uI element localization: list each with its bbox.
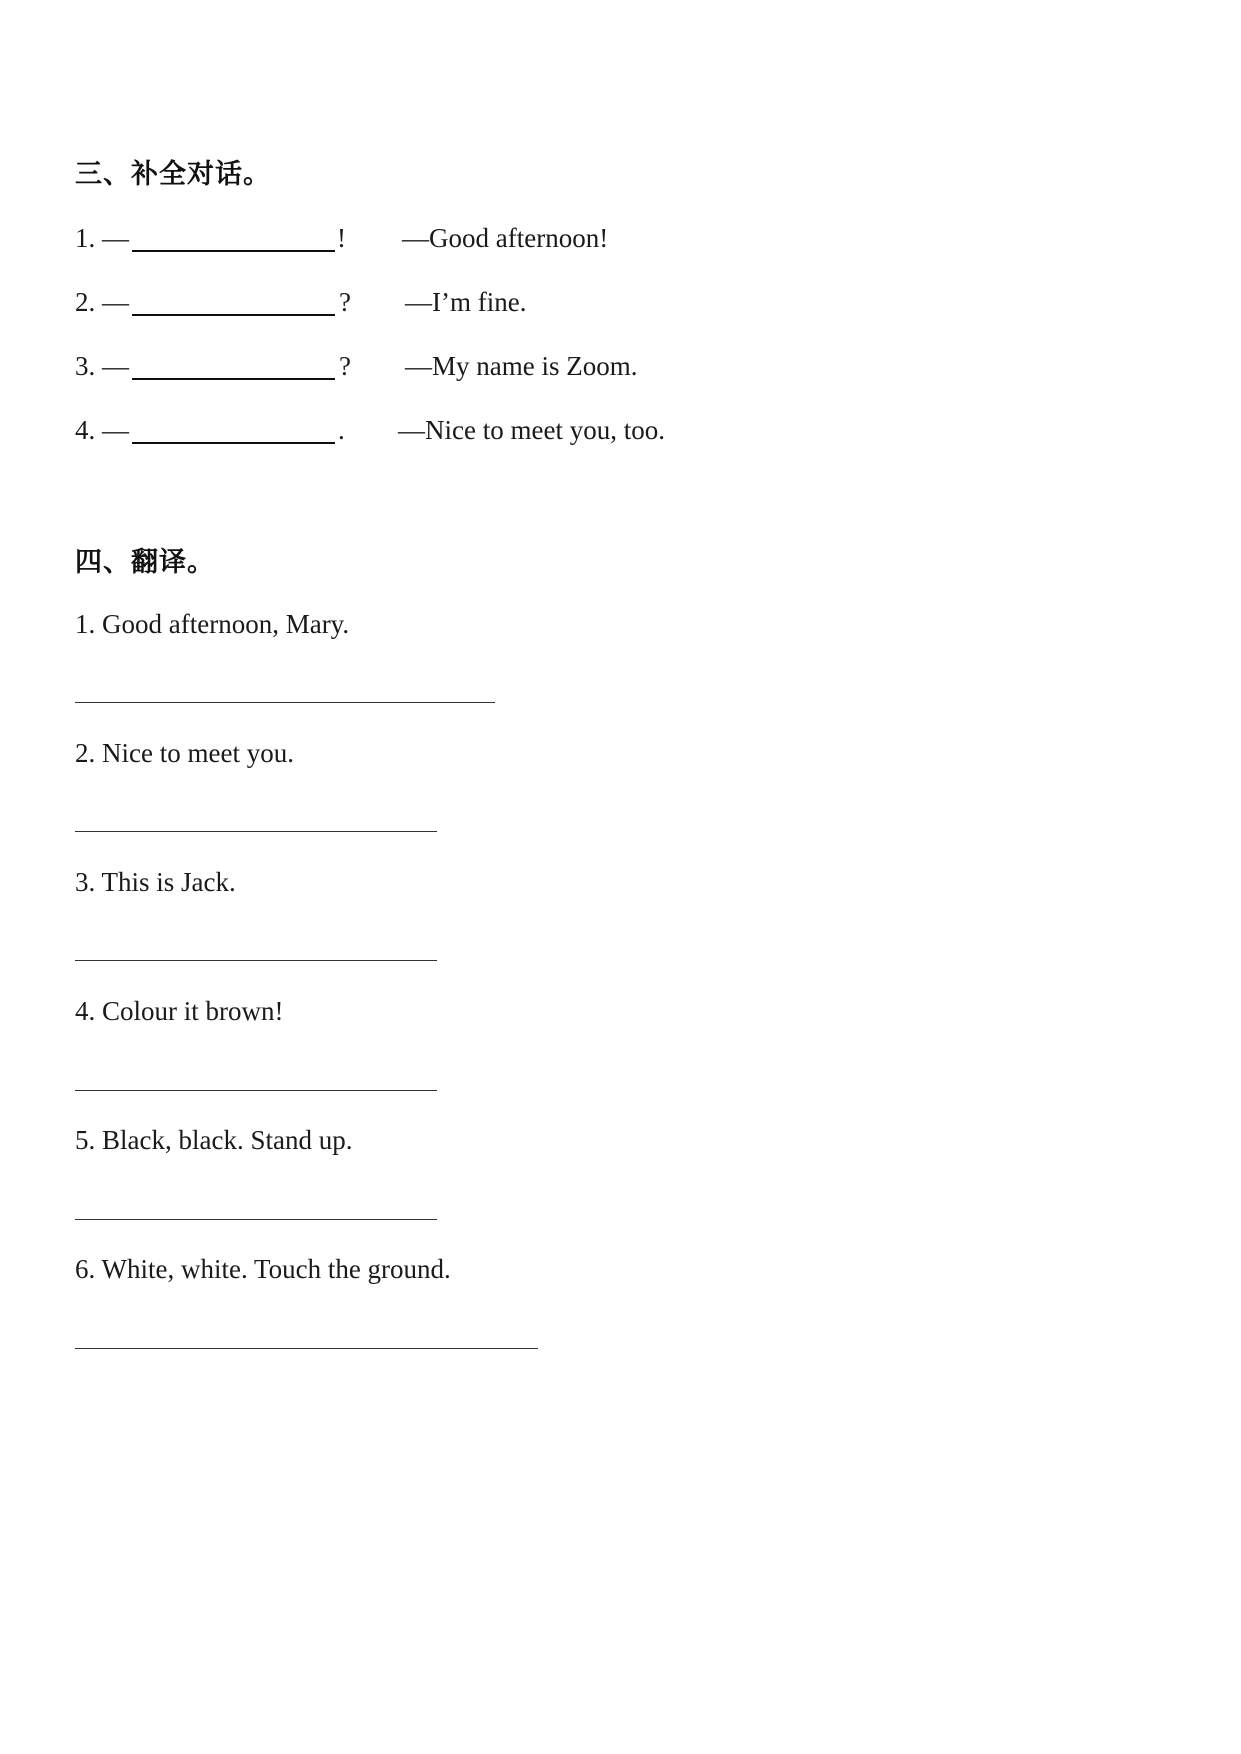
dialog-answer-blank[interactable]: [132, 442, 335, 444]
dialog-item-number: 4. —: [75, 415, 129, 445]
dialog-reply: —Good afternoon!: [402, 223, 609, 253]
dialog-punctuation: .: [338, 415, 345, 445]
dialog-item-1: [75, 222, 875, 256]
translation-sentence-4: 4. Colour it brown!: [75, 996, 284, 1026]
dialog-punctuation: ?: [339, 287, 351, 317]
section-4-heading: 四、翻译。: [75, 547, 215, 578]
dialog-item-4: [75, 414, 875, 448]
dialog-answer-blank[interactable]: [132, 314, 335, 316]
translation-sentence-1: 1. Good afternoon, Mary.: [75, 609, 350, 639]
dialog-punctuation: !: [337, 223, 346, 253]
dialog-reply: —I’m fine.: [405, 287, 527, 317]
dialog-item-number: 3. —: [75, 351, 129, 381]
translation-answer-line-6[interactable]: [75, 1348, 538, 1349]
dialog-reply: —Nice to meet you, too.: [398, 415, 665, 445]
dialog-item-3: [75, 350, 875, 384]
dialog-punctuation: ?: [339, 351, 351, 381]
translation-answer-line-1[interactable]: [75, 702, 495, 703]
translation-sentence-6: 6. White, white. Touch the ground.: [75, 1254, 451, 1284]
translation-sentence-3: 3. This is Jack.: [75, 867, 236, 897]
dialog-answer-blank[interactable]: [132, 378, 335, 380]
translation-answer-line-5[interactable]: [75, 1219, 437, 1220]
dialog-item-2: [75, 286, 875, 320]
translation-answer-line-3[interactable]: [75, 960, 437, 961]
translation-answer-line-4[interactable]: [75, 1090, 437, 1091]
translation-answer-line-2[interactable]: [75, 831, 437, 832]
dialog-item-number: 2. —: [75, 287, 129, 317]
dialog-reply: —My name is Zoom.: [405, 351, 638, 381]
dialog-item-number: 1. —: [75, 223, 129, 253]
translation-sentence-2: 2. Nice to meet you.: [75, 738, 294, 768]
translation-sentence-5: 5. Black, black. Stand up.: [75, 1125, 353, 1155]
section-3-heading: 三、补全对话。: [75, 159, 271, 190]
dialog-answer-blank[interactable]: [132, 250, 335, 252]
